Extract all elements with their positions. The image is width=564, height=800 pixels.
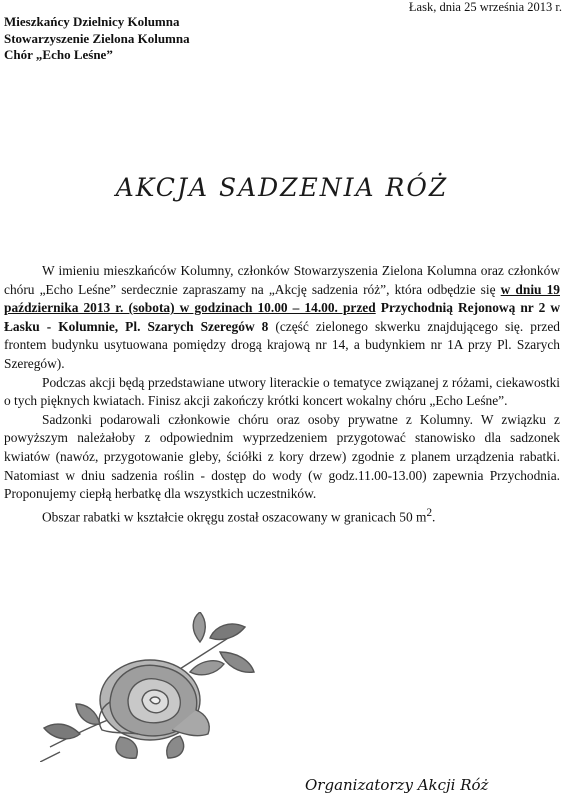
paragraph-program: Podczas akcji będą przedstawiane utwory literackie o tematyce związanej z różami, ciekawostki o tych pięknych kwiatach. Finisz akcji zakończy krótki koncert wokalny chóru „Echo Leśne”.	[4, 374, 560, 409]
sender-block	[4, 14, 190, 64]
sender-line-residents: Mieszkańcy Dzielnicy Kolumna	[4, 14, 180, 29]
signature: Organizatorzy Akcji Róż	[305, 776, 489, 794]
letter-body	[4, 262, 560, 527]
area-text: Obszar rabatki w kształcie okręgu został oszacowany w granicach 50 m	[42, 509, 427, 525]
event-place: Przychodnią Rejonową nr 2 w Łasku - Kolumnie, Pl. Szarych Szeregów 8	[4, 300, 560, 334]
event-date-highlight: w dniu 19 października 2013 r. (sobota) w godzinach 10.00 – 14.00. przed	[4, 281, 560, 316]
area-end: .	[432, 509, 436, 525]
sender-line-association: Stowarzyszenie Zielona Kolumna	[4, 30, 190, 46]
document-title: AKCJA SADZENIA RÓŻ	[115, 173, 449, 202]
invitation-intro: W imieniu mieszkańców Kolumny, członków Stowarzyszenia Zielona Kolumna oraz członków chóru „Echo Leśne” serdecznie zapraszamy na „Akcję sadzenia róż”, która odbędzie się	[4, 263, 560, 297]
sender-line-choir: Chór „Echo Leśne”	[4, 47, 113, 62]
date-line: Łask, dnia 25 września 2013 r.	[408, 0, 562, 14]
area-superscript: 2	[426, 506, 433, 519]
paragraph-area	[4, 504, 560, 527]
event-place-details: (część zielonego skwerku znajdującego się. przed frontem budynku usytuowana pomiędzy drogą krajową nr 14, a budynkiem nr 1A przy Pl. Szarych Szeregów).	[4, 318, 560, 371]
paragraph-preparation: Sadzonki podarowali członkowie chóru oraz osoby prywatne z Kolumny. W związku z powyższym należałoby z odpowiednim wyprzedzeniem przygotować stanowisko dla sadzonek kwiatów (nawóz, przygotowanie gleby, ściółki z kory drzew) zgodnie z planem urządzenia rabatki. Natomiast w dniu sadzenia roślin - dostęp do wody (w godz.11.00-13.00) zapewnia Przychodnia. Proponujemy ciepłą herbatkę dla wszystkich uczestników.	[4, 411, 560, 502]
rose-illustration-icon	[40, 612, 270, 762]
paragraph-invitation	[4, 262, 560, 374]
